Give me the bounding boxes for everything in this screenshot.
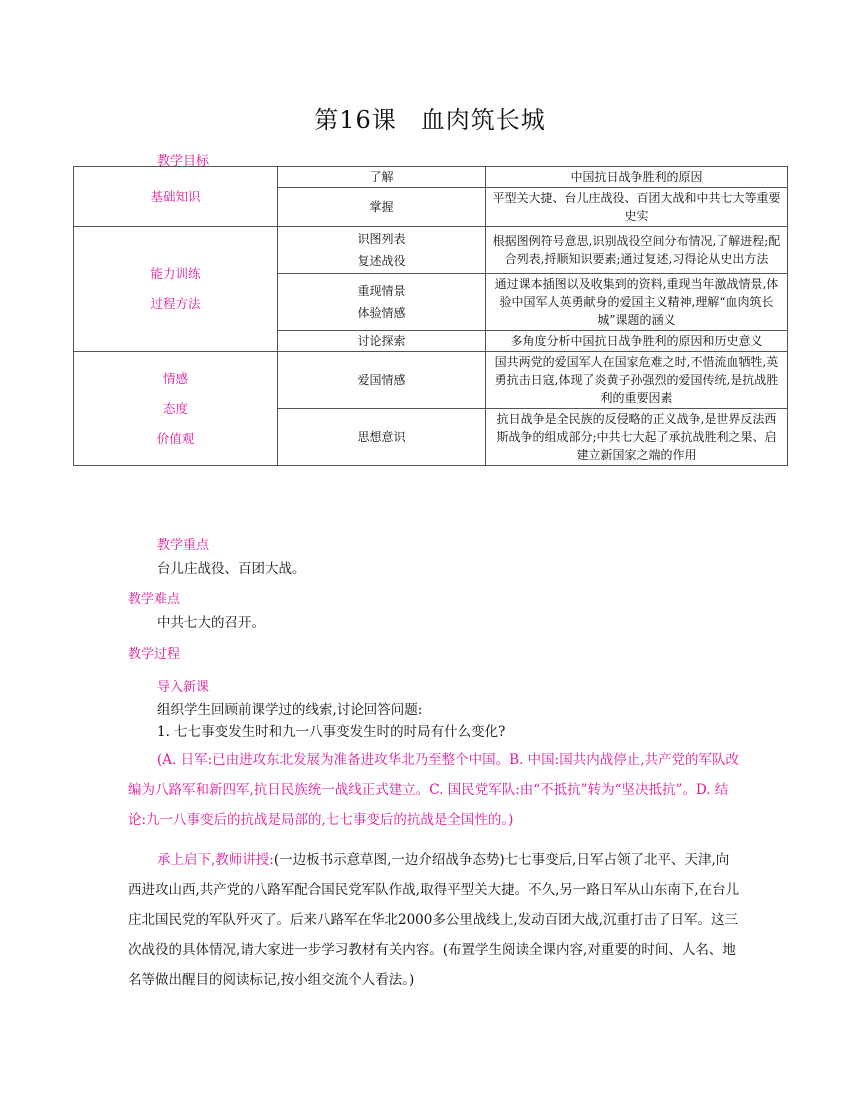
category-line: 过程方法 (150, 296, 201, 311)
difficulties-label: 教学难点 (128, 592, 181, 607)
aspect-line: 重现情景 (357, 284, 406, 298)
intro-label: 导入新课 (157, 680, 210, 695)
intro-text: 组织学生回顾前课学过的线索,讨论回答问题: (157, 702, 423, 718)
content-cell: 抗日战争是全民族的反侵略的正义战争,是世界反法西斯战争的组成部分;中共七大起了承抗战胜利之果、启建立新国家之端的作用 (486, 409, 788, 466)
aspect-cell: 思想意识 (278, 409, 486, 466)
category-basic-knowledge: 基础知识 (74, 167, 278, 227)
aspect-cell: 掌握 (278, 188, 486, 227)
content-cell: 国共两党的爱国军人在国家危难之时,不惜流血牺牲,英勇抗击日寇,体现了炎黄子孙强烈的爱国传统,是抗战胜利的重要因素 (486, 352, 788, 409)
category-line: 态度 (162, 400, 188, 416)
key-points-label: 教学重点 (157, 538, 210, 553)
question-text: 1. 七七事变发生时和九一八事变发生时的时局有什么变化? (157, 724, 506, 740)
category-line: 价值观 (156, 430, 195, 446)
aspect-line: 复述战役 (357, 254, 406, 268)
content-cell: 平型关大捷、台儿庄战役、百团大战和中共七大等重要史实 (486, 188, 788, 227)
lesson-title (0, 100, 860, 135)
table-row (74, 352, 788, 409)
aspect-cell (278, 274, 486, 331)
answer-paragraph: (A. 日军:已由进攻东北发展为准备进攻华北乃至整个中国。B. 中国:国共内战停止,共产党的军队改编为八路军和新四军,抗日民族统一战线正式建立。C. 国民党军队:由“不抵抗”转为“坚决抵抗”。D. 结论:九一八事变后的抗战是局部的,七七事变后的抗战是全国性的。) (128, 752, 739, 828)
table-row (74, 227, 788, 274)
category-ability-training (74, 227, 278, 352)
category-emotion-values (74, 352, 278, 466)
lecture-paragraph (128, 845, 740, 995)
aspect-cell (278, 227, 486, 274)
aspect-cell: 爱国情感 (278, 352, 486, 409)
content-cell: 中国抗日战争胜利的原因 (486, 167, 788, 188)
key-points-text: 台儿庄战役、百团大战。 (157, 561, 306, 577)
category-line: 情感 (162, 370, 188, 386)
lesson-number: 第16课 (314, 106, 397, 134)
content-cell: 通过课本插图以及收集到的资料,重现当年激战情景,体验中国军人英勇献身的爱国主义精神,理解“血肉筑长城”课题的涵义 (486, 274, 788, 331)
table-row (74, 167, 788, 188)
aspect-line: 识图列表 (357, 232, 406, 246)
process-label: 教学过程 (128, 647, 181, 662)
content-cell: 根据图例符号意思,识别战役空间分布情况,了解进程;配合列表,捋顺知识要素;通过复述,习得论从史出方法 (486, 227, 788, 274)
aspect-cell: 讨论探索 (278, 331, 486, 352)
lesson-name: 血肉筑长城 (420, 106, 546, 134)
aspect-cell: 了解 (278, 167, 486, 188)
category-line: 能力训练 (150, 266, 201, 281)
difficulties-text: 中共七大的召开。 (157, 615, 265, 631)
content-cell: 多角度分析中国抗日战争胜利的原因和历史意义 (486, 331, 788, 352)
aspect-line: 体验情感 (357, 306, 406, 320)
teaching-goals-label: 教学目标 (157, 154, 210, 169)
lecture-label: 承上启下,教师讲授: (157, 852, 274, 868)
teaching-goals-table (73, 166, 788, 466)
lecture-text: (一边板书示意草图,一边介绍战争态势)七七事变后,日军占领了北平、天津,向西进攻山西,共产党的八路军配合国民党军队作战,取得平型关大捷。不久,另一路日军从山东南下,在台儿庄北国民党的军队歼灭了。后来八路军在华北2000多公里战线上,发动百团大战,沉重打击了日军。这三次战役的具体情况,请大家进一步学习教材有关内容。(布置学生阅读全课内容,对重要的时间、人名、地名等做出醒目的阅读标记,按小组交流个人看法。) (128, 852, 740, 988)
